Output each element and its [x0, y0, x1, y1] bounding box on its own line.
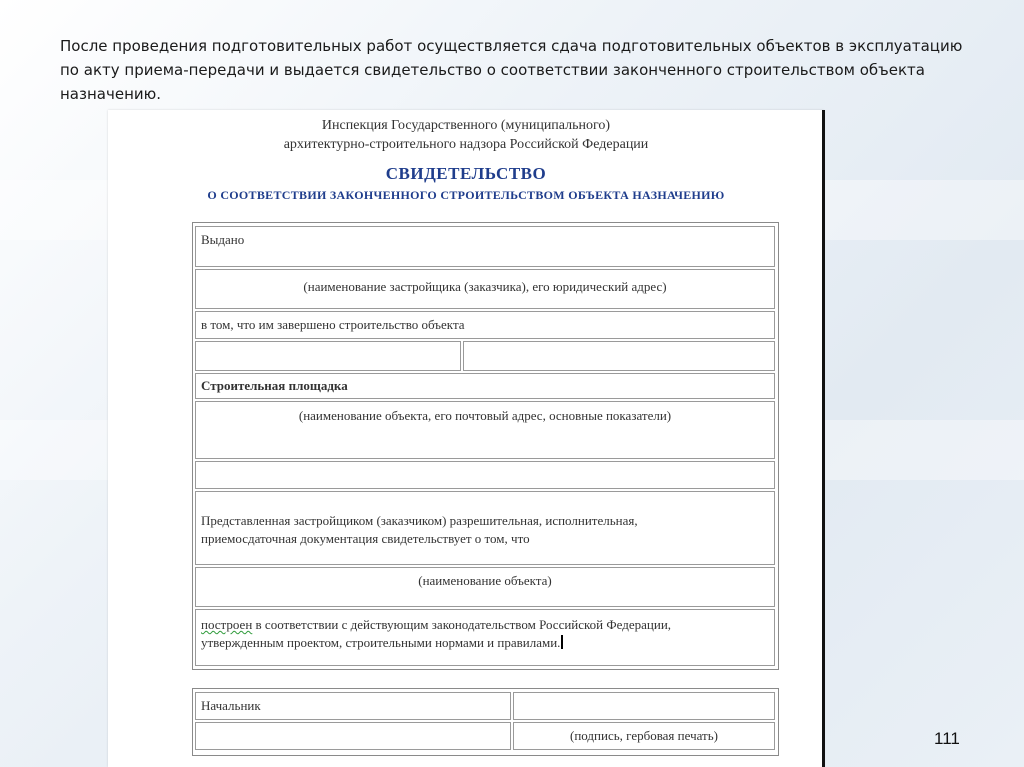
completed-construction-field[interactable]	[195, 311, 775, 339]
object-field-right[interactable]	[463, 341, 775, 371]
construction-site-field[interactable]	[195, 373, 775, 399]
site-label: Строительная площадка	[201, 378, 348, 393]
signature-field[interactable]	[513, 722, 775, 750]
chief-name-field[interactable]	[513, 692, 775, 720]
object-description-field[interactable]	[195, 401, 775, 459]
page-number: 111	[934, 729, 960, 748]
certificate-document	[108, 110, 824, 767]
completed-text: в том, что им завершено строительство объекта	[201, 317, 465, 332]
blank-field[interactable]	[195, 461, 775, 489]
inspection-header-line-2: архитектурно-строительного надзора Российской Федерации	[283, 137, 649, 152]
intro-paragraph: После проведения подготовительных работ осуществляется сдача подготовительных объектов в эксплуатацию по акту приема-передачи и выдается свидетельство о соответствии законченного строительством объекта назначению.	[60, 37, 963, 103]
issued-label: Выдано	[201, 232, 245, 247]
compliance-text-line-1	[201, 616, 769, 634]
object-field-left[interactable]	[195, 341, 461, 371]
developer-caption: (наименование застройщика (заказчика), его юридический адрес)	[303, 279, 667, 294]
built-rest: в соответствии с действующим законодательством Российской Федерации,	[252, 617, 672, 632]
certificate-title: СВИДЕТЕЛЬСТВО	[385, 164, 547, 183]
built-word: построен	[201, 617, 253, 632]
compliance-field[interactable]	[195, 609, 775, 666]
object-caption: (наименование объекта, его почтовый адрес, основные показатели)	[298, 408, 672, 423]
object-name-caption: (наименование объекта)	[418, 573, 552, 588]
chief-field[interactable]	[195, 692, 511, 720]
document-edge-line	[822, 110, 825, 767]
inspection-header-line-1: Инспекция Государственного (муниципального)	[321, 118, 611, 133]
issued-to-field[interactable]	[195, 226, 775, 267]
documentation-field[interactable]	[195, 491, 775, 565]
signature-caption: (подпись, гербовая печать)	[570, 728, 718, 743]
certificate-subtitle: О СООТВЕТСТВИИ ЗАКОНЧЕННОГО СТРОИТЕЛЬСТВОМ ОБЪЕКТА НАЗНАЧЕНИЮ	[207, 188, 725, 202]
built-line-2: утвержденным проектом, строительными нормами и правилами.	[201, 635, 561, 650]
compliance-text-line-2	[201, 634, 769, 652]
documentation-text-line-2: приемосдаточная документация свидетельствует о том, что	[201, 531, 530, 546]
documentation-text-line-1: Представленная застройщиком (заказчиком) разрешительная, исполнительная,	[201, 513, 638, 528]
object-name-field[interactable]	[195, 567, 775, 607]
developer-field[interactable]	[195, 269, 775, 309]
chief-extra-field[interactable]	[195, 722, 511, 750]
text-cursor	[561, 635, 563, 649]
chief-label: Начальник	[201, 698, 261, 713]
